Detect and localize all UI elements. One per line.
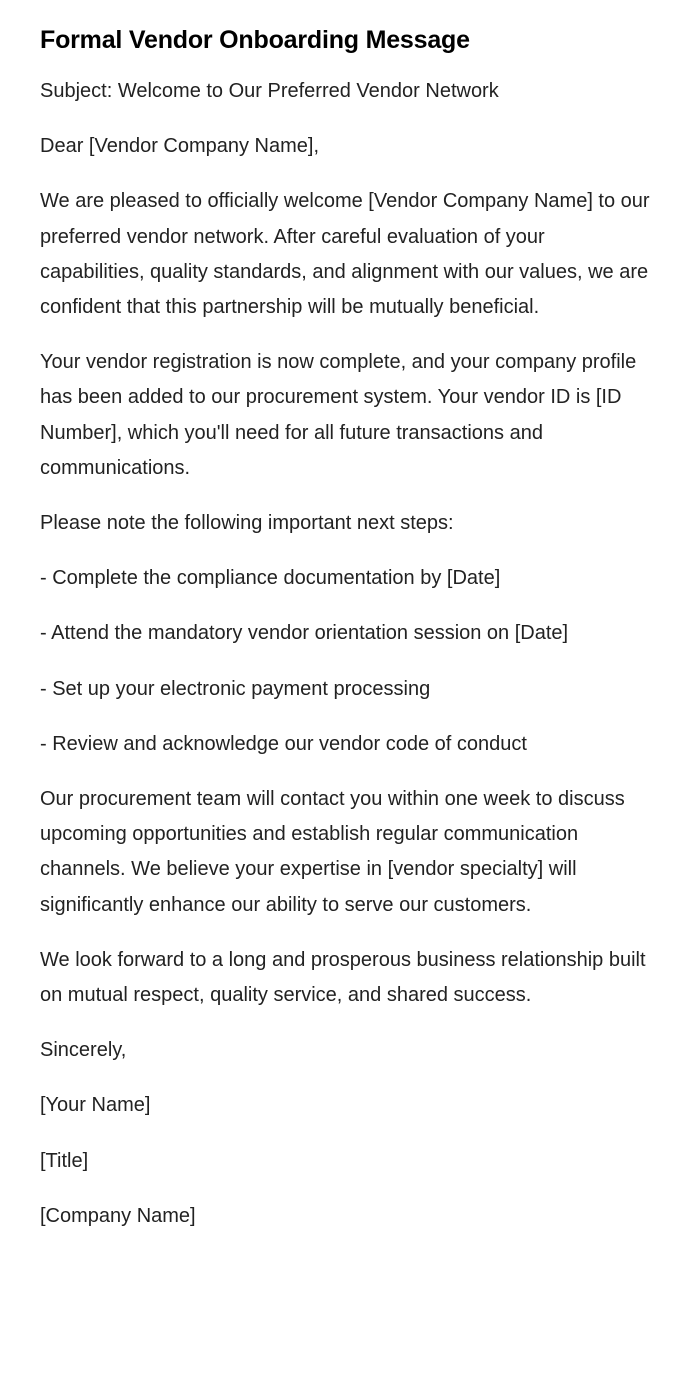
body-paragraph-relationship: We look forward to a long and prosperous business relationship built on mutual respect, quality service, and shared success. xyxy=(40,948,646,1007)
next-step-item: - Attend the mandatory vendor orientation session on [Date] xyxy=(40,622,569,645)
document-title: Formal Vendor Onboarding Message xyxy=(40,26,470,54)
subject-line: Subject: Welcome to Our Preferred Vendor Network xyxy=(40,80,499,102)
next-step-item: - Set up your electronic payment processing xyxy=(40,677,431,700)
signature-title: [Title] xyxy=(40,1149,89,1172)
body-paragraph-next-steps-intro: Please note the following important next steps: xyxy=(40,512,454,535)
signoff: Sincerely, xyxy=(40,1039,127,1062)
signature-name: [Your Name] xyxy=(40,1094,151,1117)
body-paragraph-registration: Your vendor registration is now complete, and your company profile has been added to our procurement system. Your vendor ID is [ID Number], which you'll need for all future transactions and communications. xyxy=(40,351,637,479)
document-page xyxy=(40,22,650,1254)
body-paragraph-welcome: We are pleased to officially welcome [Vendor Company Name] to our preferred vendor network. After careful evaluation of your capabilities, quality standards, and alignment with our values, we are confident that this partnership will be mutually beneficial. xyxy=(40,190,650,319)
signature-company: [Company Name] xyxy=(40,1204,196,1227)
salutation: Dear [Vendor Company Name], xyxy=(40,135,320,158)
next-step-item: - Complete the compliance documentation by [Date] xyxy=(40,567,501,590)
next-step-item: - Review and acknowledge our vendor code of conduct xyxy=(40,732,527,755)
body-paragraph-contact: Our procurement team will contact you within one week to discuss upcoming opportunities and establish regular communication channels. We believe your expertise in [vendor specialty] will significantly enhance our ability to serve our customers. xyxy=(40,788,625,916)
